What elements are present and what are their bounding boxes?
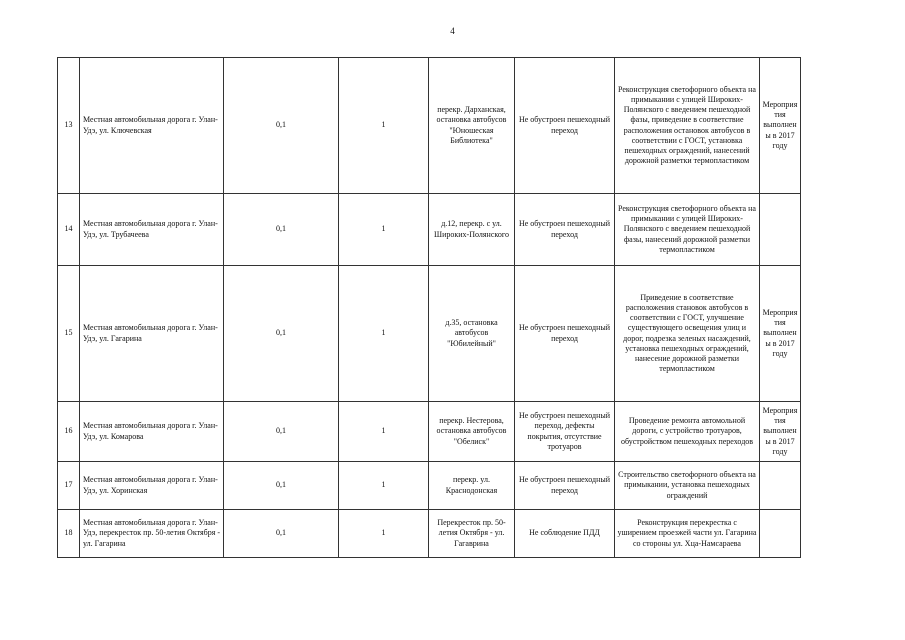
cell-status: Мероприятия выполнены в 2017 году [760, 402, 801, 462]
cell-status: Мероприятия выполнены в 2017 году [760, 266, 801, 402]
cell-location: Перекресток пр. 50-летия Октября - ул. Гагаврина [429, 510, 515, 558]
table-row [58, 462, 801, 510]
cell-location: перекр. Нестерова, остановка автобусов "Обелиск" [429, 402, 515, 462]
cell-road: Местная автомобильная дорога г. Улан-Удэ, ул. Трубачеева [80, 194, 224, 266]
cell-length: 0,1 [224, 462, 339, 510]
cell-number: 13 [58, 58, 80, 194]
cell-length: 0,1 [224, 402, 339, 462]
cell-measures: Реконструкция перекрестка с уширением проезжей части ул. Гагарина со стороны ул. Хца-Намсараева [615, 510, 760, 558]
cell-location: д.12, перекр. с ул. Широких-Полянского [429, 194, 515, 266]
table-row [58, 510, 801, 558]
cell-road: Местная автомобильная дорога г. Улан-Удэ, ул. Гагарина [80, 266, 224, 402]
cell-measures: Приведение в соответствие расположения становок автобусов в соответствии с ГОСТ, улучшение существующего освещения улиц и дорог, подрезка зеленых насаждений, установка пешеходных ограждений, нанесение дорожной разметки термопластиком [615, 266, 760, 402]
cell-defects: Не обустроен пешеходный переход, дефекты покрытия, отсутствие тротуаров [515, 402, 615, 462]
cell-length: 0,1 [224, 58, 339, 194]
cell-status: Мероприятия выполнены в 2017 году [760, 58, 801, 194]
cell-location: д.35, остановка автобусов "Юбилейный" [429, 266, 515, 402]
cell-length: 0,1 [224, 194, 339, 266]
cell-count: 1 [339, 266, 429, 402]
cell-count: 1 [339, 194, 429, 266]
cell-measures: Реконструкция светофорного объекта на примыкании с улицей Широких-Полянского с введением пешеходной фазы, нанесений дорожной разметки термопластиком [615, 194, 760, 266]
cell-count: 1 [339, 58, 429, 194]
cell-number: 15 [58, 266, 80, 402]
cell-status [760, 194, 801, 266]
cell-status [760, 462, 801, 510]
road-measures-table [57, 57, 801, 558]
cell-defects: Не обустроен пешеходный переход [515, 266, 615, 402]
table-row [58, 194, 801, 266]
cell-number: 17 [58, 462, 80, 510]
cell-defects: Не обустроен пешеходный переход [515, 58, 615, 194]
cell-count: 1 [339, 510, 429, 558]
cell-road: Местная автомобильная дорога г. Улан-Удэ, перекресток пр. 50-летия Октября - ул. Гагарина [80, 510, 224, 558]
table-row [58, 402, 801, 462]
cell-location: перекр. ул. Краснодонская [429, 462, 515, 510]
cell-road: Местная автомобильная дорога г. Улан-Удэ, ул. Комарова [80, 402, 224, 462]
page-number: 4 [450, 26, 455, 36]
cell-length: 0,1 [224, 510, 339, 558]
cell-measures: Строительство светофорного объекта на примыкании, установка пешеходных ограждений [615, 462, 760, 510]
cell-defects: Не соблюдение ПДД [515, 510, 615, 558]
cell-defects: Не обустроен пешеходный переход [515, 194, 615, 266]
cell-number: 14 [58, 194, 80, 266]
cell-defects: Не обустроен пешеходный переход [515, 462, 615, 510]
table-row [58, 266, 801, 402]
cell-measures: Проведение ремонта автомольной дороги, с устройство тротуаров, обустройством пешеходных переходов [615, 402, 760, 462]
cell-location: перекр. Дарханская, остановка автобусов "Юношеская Библиотека" [429, 58, 515, 194]
cell-length: 0,1 [224, 266, 339, 402]
cell-number: 16 [58, 402, 80, 462]
cell-road: Местная автомобильная дорога г. Улан-Удэ, ул. Ключевская [80, 58, 224, 194]
table-row [58, 58, 801, 194]
cell-number: 18 [58, 510, 80, 558]
cell-road: Местная автомобильная дорога г. Улан-Удэ, ул. Хоринская [80, 462, 224, 510]
cell-status [760, 510, 801, 558]
cell-count: 1 [339, 462, 429, 510]
cell-count: 1 [339, 402, 429, 462]
cell-measures: Реконструкция светофорного объекта на примыкании с улицей Широких-Полянского с введением пешеходной фазы, приведение в соответствие расположения остановок автобусов в соответствии с ГОСТ, установка пешеходных ограждений, нанесений дорожной разметки термопластиком [615, 58, 760, 194]
